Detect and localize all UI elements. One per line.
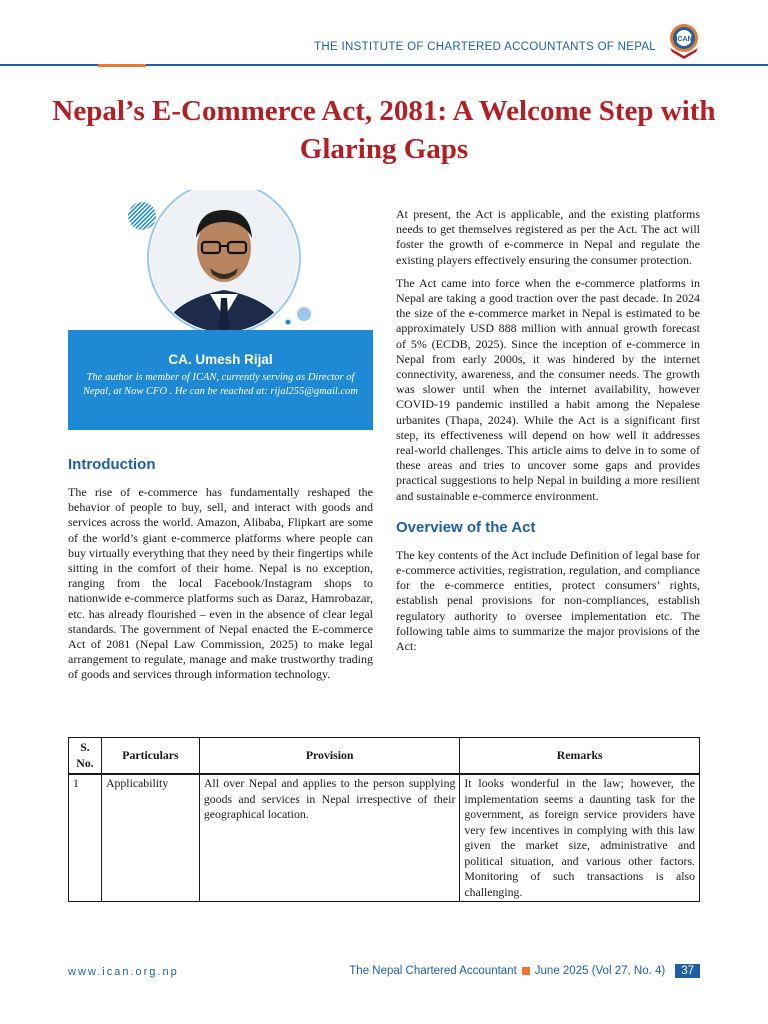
header-provision: Provision xyxy=(199,738,459,775)
header-accent xyxy=(98,64,146,67)
right-column xyxy=(396,207,700,662)
market-paragraph: The Act came into force when the e-commerce platforms in Nepal are taking a good traction over the past decade. In 2024 the size of the e-commerce market in Nepal is estimated to be approximately USD 888 million with annual growth forecast of 5% (ECDB, 2025). Since the inception of e-commerce in Nepal from early 2000s, it was hindered by the internet connectivity, awareness, and the consumer needs. The growth was slower until when the internet availability, however COVID-19 pandemic instilled a habit among the Nepalese urbanites (Thapa, 2024). While the Act is a significant first step, its effectiveness will depend on how well it addresses real-world challenges. This article aims to delve in to some of these areas and tries to uncover some gaps and provides practical suggestions to help Nepal in building a more resilient and sustainable e-commerce environment. xyxy=(396,275,700,503)
cell-provision: All over Nepal and applies to the person supplying goods and services in Nepal irrespective of their geographical location. xyxy=(199,774,459,902)
ican-logo-icon xyxy=(666,20,702,60)
header-sno: S. No. xyxy=(69,738,102,775)
footer-url[interactable]: www.ican.org.np xyxy=(68,966,179,978)
footer-issue: June 2025 (Vol 27, No. 4) xyxy=(534,965,666,977)
article-title: Nepal’s E-Commerce Act, 2081: A Welcome Step with Glaring Gaps xyxy=(52,95,716,165)
overview-paragraph: The key contents of the Act include Definition of legal base for e-commerce activities, registration, regulation, and compliance for the e-commerce entities, protect consumers’ rights, establish penal provisions for non-compliances, establish regulatory authority to oversee implementation etc. The following table aims to summarize the major provisions of the Act: xyxy=(396,547,700,654)
overview-heading: Overview of the Act xyxy=(396,518,536,536)
journal-header: THE INSTITUTE OF CHARTERED ACCOUNTANTS OF NEPAL xyxy=(314,41,656,53)
introduction-heading: Introduction xyxy=(68,456,156,473)
table-row xyxy=(69,774,700,902)
author-bio: The author is member of ICAN, currently serving as Director of Nepal, at Now CFO . He can be reached at: rijal255@gmail.com xyxy=(83,372,358,397)
header-remarks: Remarks xyxy=(460,738,700,775)
cell-remarks: It looks wonderful in the law; however, the implementation seems a daunting task for the government, as foreign service providers have very few incentives in complying with this law given the market size, administrative and political situation, and various other factors. Monitoring of such transactions is also challenging. xyxy=(460,774,700,902)
footer-square-icon xyxy=(522,967,530,975)
page-number: 37 xyxy=(675,964,700,978)
left-column xyxy=(68,455,373,691)
footer-journal-name: The Nepal Chartered Accountant xyxy=(349,965,517,977)
cell-sno: 1 xyxy=(69,774,102,902)
author-box xyxy=(68,330,373,430)
table-header-row xyxy=(69,738,700,775)
cell-particulars: Applicability xyxy=(101,774,199,902)
footer-journal-info xyxy=(349,964,700,978)
author-name: CA. Umesh Rijal xyxy=(168,352,273,367)
author-photo xyxy=(118,190,328,340)
header-particulars: Particulars xyxy=(101,738,199,775)
applicability-paragraph: At present, the Act is applicable, and the existing platforms needs to get themselves registered as per the Act. The act will foster the growth of e-commerce in Nepal and regulate the existing players effectively ensuring the consumer protection. xyxy=(396,207,700,267)
provisions-table xyxy=(68,737,700,902)
introduction-paragraph: The rise of e-commerce has fundamentally reshaped the behavior of people to buy, sell, and interact with goods and services across the world. Amazon, Alibaba, Flipkart are some of the world’s giant e-commerce platforms where people can buy virtually everything that they need by their fingertips while sitting in the comfort of their home. Nepal is no exception, ranging from the local Facebook/Instagram shops to nationwide e-commerce platforms such as Daraz, Hamrobazar, etc. has already flourished – even in the absence of clear legal standards. The government of Nepal enacted the E-commerce Act of 2081 (Nepal Law Commission, 2025) to make legal arrangement to regulate, manage and make trustworthy trading of goods and services through information technology. xyxy=(68,485,373,682)
svg-text:ICAN: ICAN xyxy=(675,36,693,43)
